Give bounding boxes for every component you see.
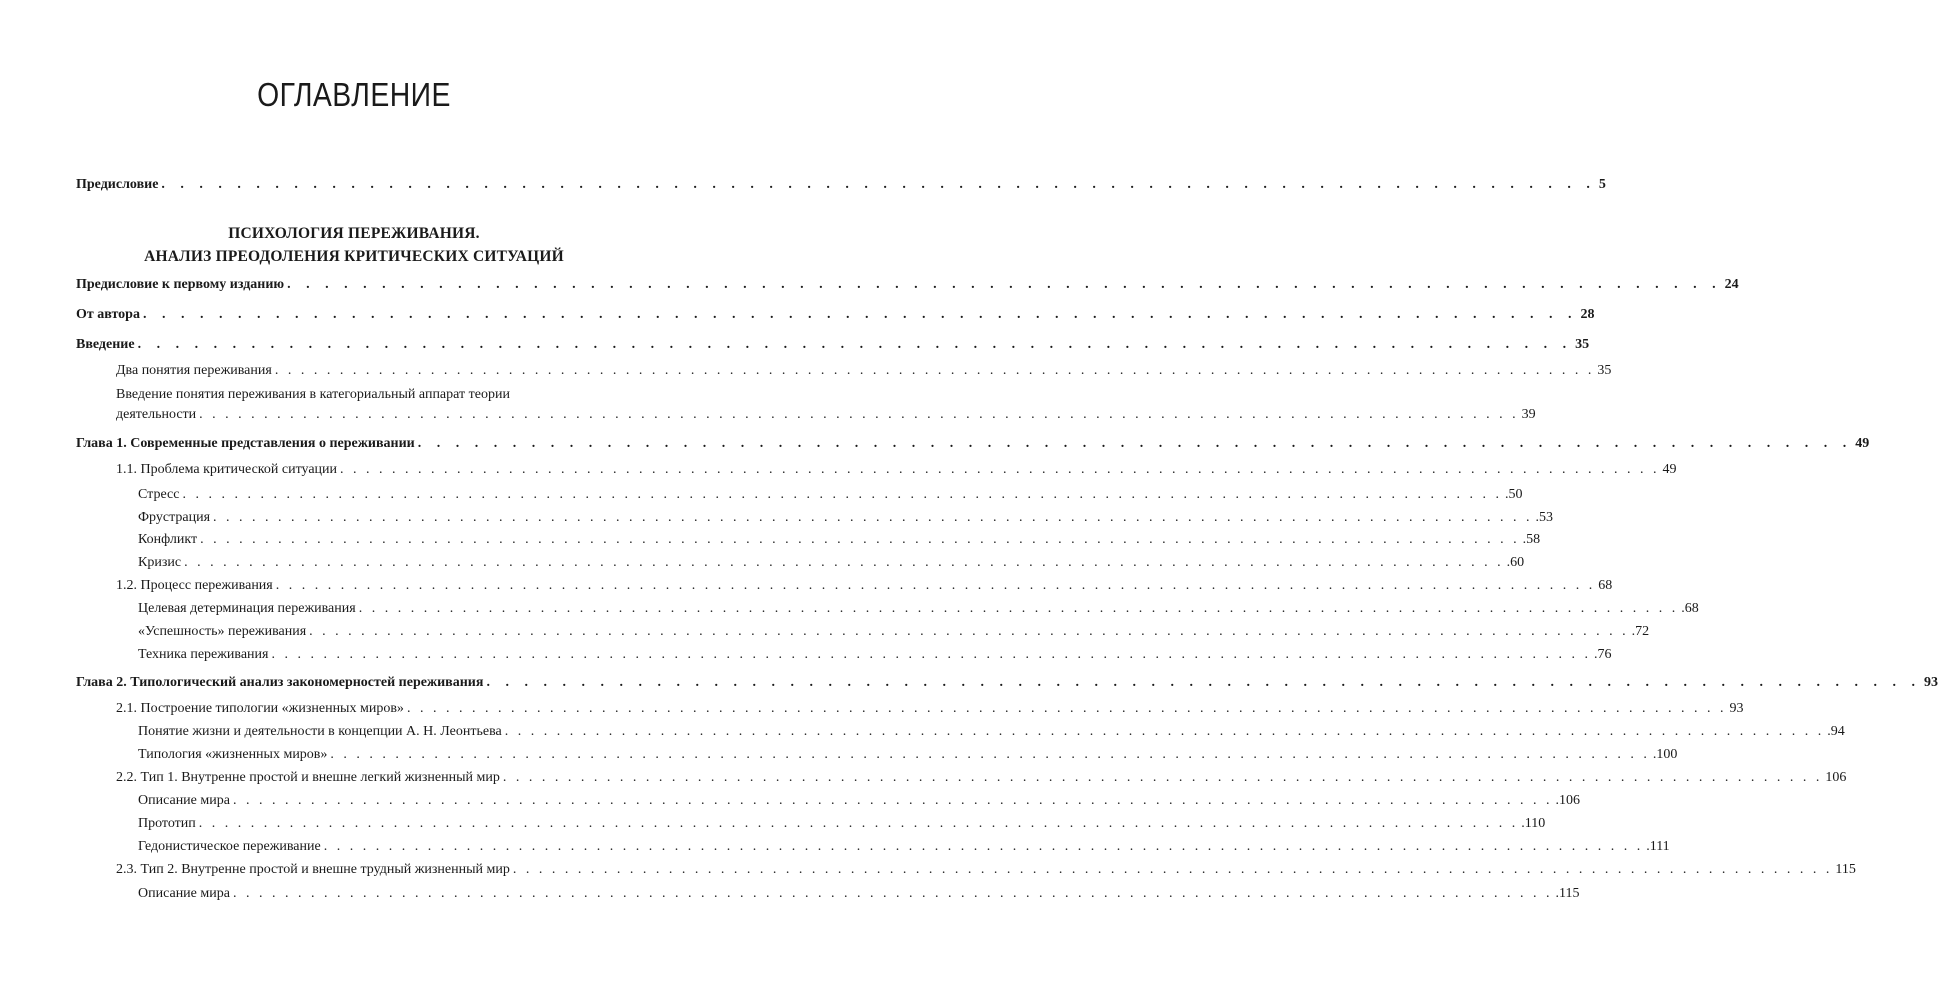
toc-entry-label: От автора: [76, 307, 140, 322]
toc-entry-page: .58: [1522, 532, 1541, 547]
toc-entry[interactable]: [0, 530, 1541, 550]
dot-leader: . . . . . . . . . . . . . . . . . . . . . . . . . . . . . . . . . . . . . . . . . . . . . . . . . . . . . . . . . . . . . . . . . . . . . . . . . . . . . . . . . . . . . . . . . . . . . . . . . . . . . .: [232, 793, 1553, 808]
toc-entry-page: 24: [1724, 277, 1739, 292]
dot-leader: . . . . . . . . . . . . . . . . . . . . . . . . . . . . . . . . . . . . . . . . . . . . . . . . . . . . . . . . . . . . . . . . . . . . . . . . . . . . . . . . . . . . . . . . . . . . . . . . . . . . . .: [200, 532, 1520, 547]
toc-entry-label: Стресс: [138, 487, 180, 502]
dot-leader: . . . . . . . . . . . . . . . . . . . . . . . . . . . . . . . . . . . . . . . . . . . . . . . . . . . . . . . . . . . . . . . . . . . . . . . . . . . . . . . . . . . . . . . . . . . . . . . . . . . . . .: [198, 816, 1519, 831]
toc-entry-label: Типология «жизненных миров»: [138, 747, 328, 762]
toc-entry[interactable]: [0, 460, 1677, 480]
toc-entry[interactable]: [0, 434, 1870, 454]
toc-entry-page: .111: [1646, 839, 1670, 854]
toc-entry[interactable]: [0, 553, 1525, 573]
toc-entry-label: Целевая детерминация переживания: [138, 601, 356, 616]
toc-entry-label: деятельности: [116, 407, 197, 422]
toc-entry[interactable]: [0, 722, 1845, 742]
toc-entry-page: .106: [1555, 793, 1580, 808]
dot-leader: . . . . . . . . . . . . . . . . . . . . . . . . . . . . . . . . . . . . . . . . . . . . . . . . . . . . . . . . . . . . . . . . . . . . . . . . . . . .: [287, 277, 1722, 292]
toc-entry[interactable]: [0, 673, 1938, 693]
toc-entry-label: Описание мира: [138, 886, 230, 901]
toc-entry[interactable]: [0, 305, 1595, 325]
toc-entry-page: 39: [1521, 407, 1536, 422]
toc-entry-label: Понятие жизни и деятельности в концепции А. Н. Леонтьева: [138, 724, 502, 739]
toc-entry[interactable]: [0, 884, 1580, 904]
dot-leader: . . . . . . . . . . . . . . . . . . . . . . . . . . . . . . . . . . . . . . . . . . . . . . . . . . . . . . . . . . . . . . . . . . . . . . . . . . . . . . . . . . . . . . . . . . . . . . . . . . . . . .: [502, 770, 1823, 785]
dot-leader: . . . . . . . . . . . . . . . . . . . . . . . . . . . . . . . . . . . . . . . . . . . . . . . . . . . . . . . . . . . . . . . . . . . . . . . . . . . .: [417, 436, 1853, 451]
section-heading-line: АНАЛИЗ ПРЕОДОЛЕНИЯ КРИТИЧЕСКИХ СИТУАЦИЙ: [144, 248, 564, 265]
toc-entry[interactable]: [0, 837, 1670, 857]
toc-entry-page: 35: [1575, 337, 1590, 352]
section-heading-line: ПСИХОЛОГИЯ ПЕРЕЖИВАНИЯ.: [228, 225, 480, 242]
toc-entry-label: Гедонистическое переживание: [138, 839, 321, 854]
toc-entry[interactable]: [116, 385, 1536, 425]
toc-entry[interactable]: [0, 768, 1847, 788]
dot-leader: . . . . . . . . . . . . . . . . . . . . . . . . . . . . . . . . . . . . . . . . . . . . . . . . . . . . . . . . . . . . . . . . . . . . . . . . . . . . . . . . . . . . . . . . . . . . . . . . . . . . . .: [330, 747, 1650, 762]
page-title: ОГЛАВЛЕНИЕ: [257, 76, 451, 113]
toc-entry-label: «Успешность» переживания: [138, 624, 307, 639]
toc-entry-page: 93: [1729, 701, 1744, 716]
dot-leader: . . . . . . . . . . . . . . . . . . . . . . . . . . . . . . . . . . . . . . . . . . . . . . . . . . . . . . . . . . . . . . . . . . . . . . . . . . . . . . . . . . . . . . . . . . . . . . . . . . . . . .: [232, 886, 1553, 901]
toc-entry-page: .53: [1535, 510, 1554, 525]
toc-entry-label: Введение: [76, 337, 135, 352]
toc-entry[interactable]: [0, 814, 1546, 834]
toc-entry-page: 49: [1855, 436, 1870, 451]
toc-entry-page: 5: [1598, 177, 1606, 192]
dot-leader: . . . . . . . . . . . . . . . . . . . . . . . . . . . . . . . . . . . . . . . . . . . . . . . . . . . . . . . . . . . . . . . . . . . . . . . . . . . . . . . . . . . . . . . . . . . . . . . . . . . . . .: [512, 862, 1833, 877]
toc-entry-label: Два понятия переживания: [116, 363, 272, 378]
toc-entry[interactable]: [0, 791, 1580, 811]
toc-entry-page: 115: [1835, 862, 1856, 877]
toc-entry-page: 106: [1825, 770, 1847, 785]
dot-leader: . . . . . . . . . . . . . . . . . . . . . . . . . . . . . . . . . . . . . . . . . . . . . . . . . . . . . . . . . . . . . . . . . . . . . . . . . . . . . . . . . . . . . . . . . . . . . . . . . . . . . .: [358, 601, 1679, 616]
toc-entry-label: Глава 2. Типологический анализ закономерностей переживания: [76, 675, 484, 690]
toc-entry-label: 2.1. Построение типологии «жизненных миров»: [116, 701, 404, 716]
section-heading: [60, 222, 648, 268]
toc-entry[interactable]: [0, 599, 1699, 619]
toc-entry[interactable]: [0, 335, 1590, 355]
toc-entry-label: 1.2. Процесс переживания: [116, 578, 273, 593]
dot-leader: . . . . . . . . . . . . . . . . . . . . . . . . . . . . . . . . . . . . . . . . . . . . . . . . . . . . . . . . . . . . . . . . . . . . . . . . . . . . . . . . . . . . . . . . . . . . . . . . . . . . . .: [340, 462, 1660, 477]
toc-entry[interactable]: [0, 275, 1739, 295]
toc-entry[interactable]: [0, 645, 1612, 665]
toc-entry-page: .115: [1555, 886, 1580, 901]
toc-entry-page: 68: [1598, 578, 1613, 593]
toc-entry-page: .94: [1827, 724, 1845, 739]
toc-entry-label: 2.2. Тип 1. Внутренне простой и внешне легкий жизненный мир: [116, 770, 500, 785]
toc-entry-page: .76: [1593, 647, 1612, 662]
toc-entry[interactable]: [0, 622, 1650, 642]
toc-entry[interactable]: [0, 745, 1678, 765]
dot-leader: . . . . . . . . . . . . . . . . . . . . . . . . . . . . . . . . . . . . . . . . . . . . . . . . . . . . . . . . . . . . . . . . . . . . . . . . . . . . . . . . . . . . . . . . . . . . . . . . . . . . . .: [271, 647, 1591, 662]
toc-entry-label: Фрустрация: [138, 510, 211, 525]
toc-entry[interactable]: [0, 576, 1613, 596]
toc-entry-page: .72: [1631, 624, 1650, 639]
dot-leader: . . . . . . . . . . . . . . . . . . . . . . . . . . . . . . . . . . . . . . . . . . . . . . . . . . . . . . . . . . . . . . . . . . . . . . . . . . . . . . . . . . . . . . . . . . . . . . . . . . . . . .: [199, 407, 1519, 422]
dot-leader: . . . . . . . . . . . . . . . . . . . . . . . . . . . . . . . . . . . . . . . . . . . . . . . . . . . . . . . . . . . . . . . . . . . . . . . . . . . . . . . . . . . . . . . . . . . . . . . . . . . . . .: [323, 839, 1644, 854]
dot-leader: . . . . . . . . . . . . . . . . . . . . . . . . . . . . . . . . . . . . . . . . . . . . . . . . . . . . . . . . . . . . . . . . . . . . . . . . . . . . . . . . . . . . . . . . . . . . . . . . . . . . . .: [213, 510, 1533, 525]
toc-entry[interactable]: [0, 508, 1554, 528]
toc-entry-page: .60: [1506, 555, 1525, 570]
dot-leader: . . . . . . . . . . . . . . . . . . . . . . . . . . . . . . . . . . . . . . . . . . . . . . . . . . . . . . . . . . . . . . . . . . . . . . . . . . . .: [486, 675, 1921, 690]
toc-entry[interactable]: [0, 485, 1523, 505]
toc-entry-label: Кризис: [138, 555, 182, 570]
toc-entry[interactable]: [0, 175, 1606, 195]
toc-entry-label: Глава 1. Современные представления о переживании: [76, 436, 415, 451]
toc-entry-label: 1.1. Проблема критической ситуации: [116, 462, 338, 477]
toc-entry-label: Прототип: [138, 816, 196, 831]
toc-entry-page: 49: [1662, 462, 1677, 477]
toc-entry-page: .110: [1521, 816, 1546, 831]
toc-entry-page: .50: [1504, 487, 1523, 502]
toc-entry-page: 28: [1580, 307, 1595, 322]
toc-entry[interactable]: [0, 699, 1744, 719]
toc-entry-label: Описание мира: [138, 793, 230, 808]
dot-leader: . . . . . . . . . . . . . . . . . . . . . . . . . . . . . . . . . . . . . . . . . . . . . . . . . . . . . . . . . . . . . . . . . . . . . . . . . . . .: [142, 307, 1578, 322]
toc-entry-page: 93: [1923, 675, 1938, 690]
toc-entry-label: Конфликт: [138, 532, 198, 547]
toc-entry-label: Предисловие к первому изданию: [76, 277, 285, 292]
toc-entry-label: Техника переживания: [138, 647, 269, 662]
toc-entry-label: 2.3. Тип 2. Внутренне простой и внешне трудный жизненный мир: [116, 862, 510, 877]
dot-leader: . . . . . . . . . . . . . . . . . . . . . . . . . . . . . . . . . . . . . . . . . . . . . . . . . . . . . . . . . . . . . . . . . . . . . . . . . . . . . . . . . . . . . . . . . . . . . . . . . . . . . .: [406, 701, 1727, 716]
toc-entry[interactable]: [0, 361, 1612, 381]
dot-leader: . . . . . . . . . . . . . . . . . . . . . . . . . . . . . . . . . . . . . . . . . . . . . . . . . . . . . . . . . . . . . . . . . . . . . . . . . . . . . . . . . . . . . . . . . . . . . . . . . . . . . .: [309, 624, 1629, 639]
dot-leader: . . . . . . . . . . . . . . . . . . . . . . . . . . . . . . . . . . . . . . . . . . . . . . . . . . . . . . . . . . . . . . . . . . . . . . . . . . . . . . . . . . . . . . . . . . . . . . . . . . . . . .: [275, 578, 1596, 593]
toc-entry-page: .100: [1652, 747, 1678, 762]
dot-leader: . . . . . . . . . . . . . . . . . . . . . . . . . . . . . . . . . . . . . . . . . . . . . . . . . . . . . . . . . . . . . . . . . . . . . . . . . . . . . . . . . . . . . . . . . . . . . . . . . . . . . .: [184, 555, 1504, 570]
dot-leader: . . . . . . . . . . . . . . . . . . . . . . . . . . . . . . . . . . . . . . . . . . . . . . . . . . . . . . . . . . . . . . . . . . . . . . . . . . . .: [137, 337, 1573, 352]
toc-entry-page: .68: [1681, 601, 1699, 616]
dot-leader: . . . . . . . . . . . . . . . . . . . . . . . . . . . . . . . . . . . . . . . . . . . . . . . . . . . . . . . . . . . . . . . . . . . . . . . . . . . . . . . . . . . . . . . . . . . . . . . . . . . . . .: [182, 487, 1502, 502]
toc-entry-page: 35: [1597, 363, 1612, 378]
dot-leader: . . . . . . . . . . . . . . . . . . . . . . . . . . . . . . . . . . . . . . . . . . . . . . . . . . . . . . . . . . . . . . . . . . . . . . . . . . . .: [161, 177, 1596, 192]
dot-leader: . . . . . . . . . . . . . . . . . . . . . . . . . . . . . . . . . . . . . . . . . . . . . . . . . . . . . . . . . . . . . . . . . . . . . . . . . . . . . . . . . . . . . . . . . . . . . . . . . . . . . .: [504, 724, 1825, 739]
toc-entry-label: Предисловие: [76, 177, 159, 192]
toc-entry[interactable]: [0, 860, 1856, 880]
toc-entry-label: Введение понятия переживания в категориальный аппарат теории: [116, 387, 510, 402]
dot-leader: . . . . . . . . . . . . . . . . . . . . . . . . . . . . . . . . . . . . . . . . . . . . . . . . . . . . . . . . . . . . . . . . . . . . . . . . . . . . . . . . . . . . . . . . . . . . . . . . . . . . . .: [274, 363, 1595, 378]
